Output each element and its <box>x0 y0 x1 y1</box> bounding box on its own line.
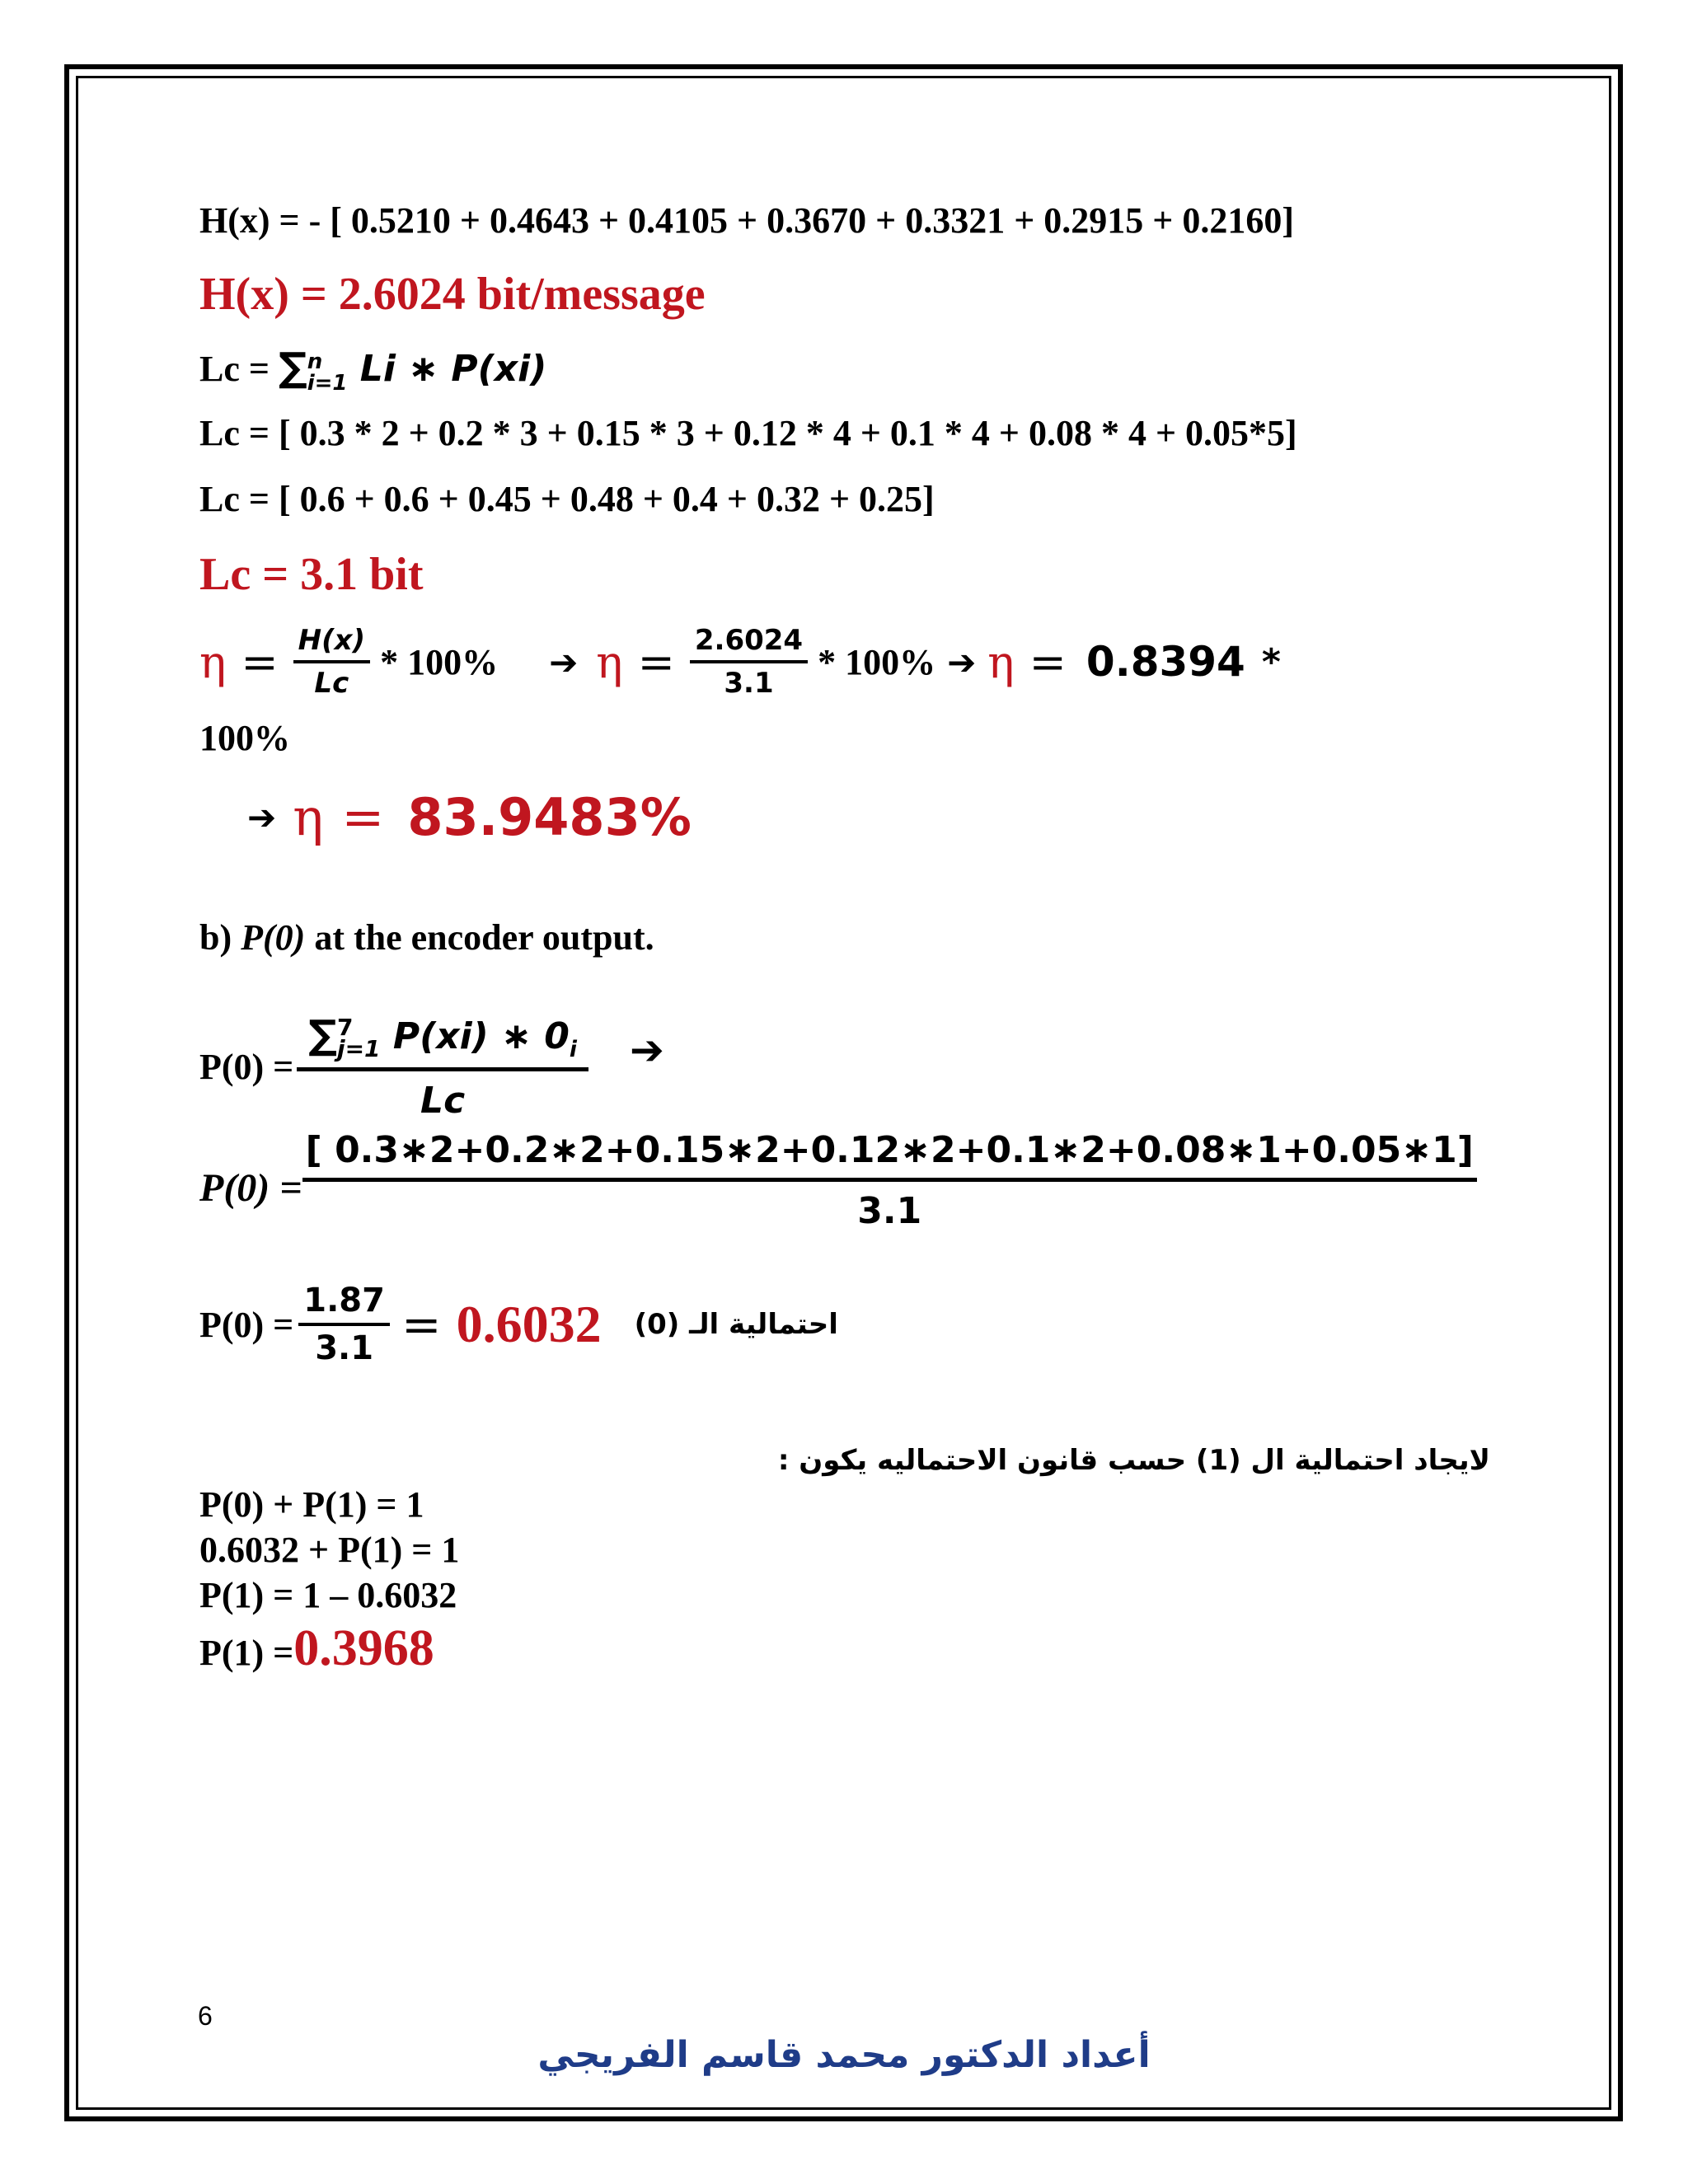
lc-result-line: Lc = 3.1 bit <box>199 549 424 600</box>
arrow-icon: ➔ <box>629 1026 664 1075</box>
times-star: * <box>1261 640 1281 683</box>
p0-result-fraction <box>298 1282 390 1367</box>
page-number: 6 <box>198 2001 213 2031</box>
author-footer: أعداد الدكتور محمد قاسم الفريجي <box>537 2034 1151 2076</box>
p1-line-1: P(0) + P(1) = 1 <box>199 1484 424 1525</box>
final-efficiency-value: 83.9483% <box>407 787 692 847</box>
equals-sign: = <box>241 635 279 688</box>
p0-result-lhs: P(0) = <box>199 1304 294 1345</box>
eta-symbol: η <box>199 635 227 688</box>
p0-expanded-lhs: P(0) = <box>199 1166 302 1210</box>
fraction-numerator <box>297 1012 588 1071</box>
lc-values-line: Lc = [ 0.6 + 0.6 + 0.45 + 0.48 + 0.4 + 0.32 + 0.25] <box>199 479 935 519</box>
lc-formula-body: Li ∗ P(xi) <box>347 348 547 390</box>
p1-arabic-note: لايجاد احتمالية ال (1) حسب قانون الاحتماليه يكون : <box>777 1444 1490 1477</box>
entropy-over-length-fraction <box>293 624 370 700</box>
p0-expanded-line <box>199 1129 1477 1232</box>
p0-formula-fraction <box>297 1012 588 1122</box>
lc-formula-line <box>199 344 546 394</box>
equals-sign: = <box>1029 635 1067 688</box>
fraction-denominator: 3.1 <box>857 1190 922 1232</box>
efficiency-decimal-value: 0.8394 <box>1085 638 1245 686</box>
p1-line-3: P(1) = 1 – 0.6032 <box>199 1575 457 1615</box>
lc-products-line: Lc = [ 0.3 * 2 + 0.2 * 3 + 0.15 * 3 + 0.12 * 4 + 0.1 * 4 + 0.08 * 4 + 0.05*5] <box>199 413 1297 453</box>
final-efficiency-line <box>247 787 692 847</box>
p0-arabic-note: احتمالية الـ (0) <box>634 1308 838 1341</box>
part-b-suffix: at the encoder output. <box>305 917 654 958</box>
hx-result-line: H(x) = 2.6024 bit/message <box>199 269 706 320</box>
p0-lhs: P(0) = <box>199 1046 294 1087</box>
fraction-denominator: Lc <box>420 1079 466 1122</box>
fraction-numerator: 1.87 <box>298 1282 390 1326</box>
sum-symbol: ∑ <box>278 344 307 391</box>
eta-symbol: η <box>293 787 324 847</box>
arrow-icon: ➔ <box>947 641 977 682</box>
p0-formula-subscript: i <box>569 1036 577 1062</box>
fraction-denominator: 3.1 <box>724 667 774 700</box>
sum-symbol: ∑ <box>308 1012 337 1058</box>
hx-sum-line: H(x) = - [ 0.5210 + 0.4643 + 0.4105 + 0.3670 + 0.3321 + 0.2915 + 0.2160] <box>199 200 1294 241</box>
sum-upper-limit: n <box>307 349 323 374</box>
p1-final-lhs: P(1) = <box>199 1633 294 1673</box>
part-b-prefix: b) <box>199 917 241 958</box>
numeric-efficiency-fraction <box>690 624 808 700</box>
times-100-percent: * 100% <box>818 641 936 682</box>
p0-value: 0.6032 <box>456 1295 602 1353</box>
p1-final-line <box>199 1619 434 1678</box>
p0-expanded-fraction <box>302 1129 1477 1232</box>
efficiency-hundred-percent: 100% <box>199 718 290 758</box>
equals-sign: = <box>341 787 385 847</box>
lc-formula-prefix: Lc = <box>199 349 279 389</box>
efficiency-line <box>199 624 1281 700</box>
eta-symbol: η <box>596 635 623 688</box>
arrow-icon: ➔ <box>247 797 277 837</box>
eta-symbol: η <box>987 635 1015 688</box>
p0-result-line <box>199 1282 838 1367</box>
sum-lower-limit: i=1 <box>307 370 348 396</box>
p1-line-2: 0.6032 + P(1) = 1 <box>199 1530 460 1570</box>
part-b-heading <box>199 916 654 958</box>
sum-lower-limit: j=1 <box>337 1035 381 1062</box>
part-b-italic: P(0) <box>241 917 306 958</box>
fraction-denominator: 3.1 <box>315 1329 374 1367</box>
sum-limits <box>307 351 348 394</box>
sum-upper-limit: 7 <box>337 1014 354 1041</box>
p1-value: 0.3968 <box>293 1620 434 1676</box>
equals-sign: = <box>637 635 675 688</box>
sum-limits <box>337 1014 381 1062</box>
times-100-percent: * 100% <box>380 641 499 682</box>
p0-formula-line <box>199 1012 664 1122</box>
fraction-numerator: 2.6024 <box>690 624 808 663</box>
fraction-denominator: Lc <box>314 667 349 700</box>
equals-sign: = <box>401 1296 442 1352</box>
arrow-icon: ➔ <box>549 641 579 682</box>
fraction-numerator: [ 0.3∗2+0.2∗2+0.15∗2+0.12∗2+0.1∗2+0.08∗1+0.05∗1] <box>302 1129 1477 1182</box>
fraction-numerator: H(x) <box>293 624 370 663</box>
p0-formula-body: P(xi) ∗ 0 <box>380 1015 570 1057</box>
